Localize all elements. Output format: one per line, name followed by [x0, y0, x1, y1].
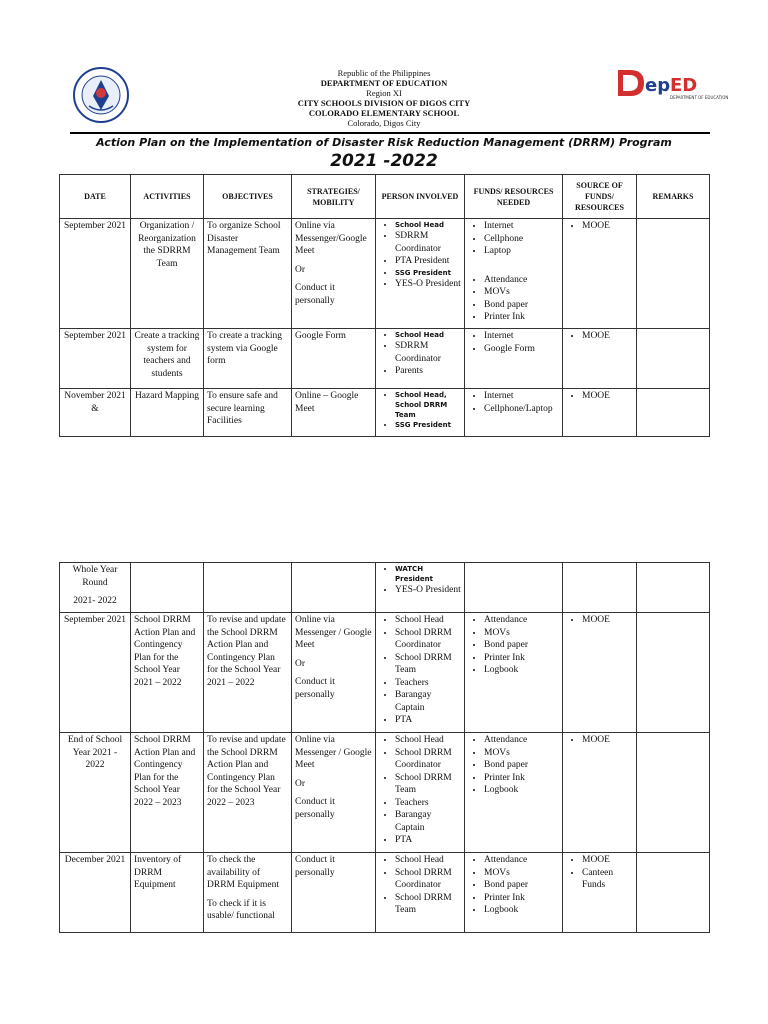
person-item: • Teachers: [395, 677, 461, 690]
source-item: • MOOE: [582, 614, 633, 627]
person-item: • SDRRM Coordinator: [395, 230, 461, 255]
source-cell: [563, 853, 637, 933]
person-item: • School DRRM Coordinator: [395, 867, 461, 892]
strategy-text: Or: [295, 264, 306, 275]
fund-item: • Attendance: [484, 734, 559, 747]
fund-item: • Logbook: [484, 904, 559, 917]
remarks-cell: [637, 329, 710, 389]
svg-text:ED: ED: [670, 75, 698, 96]
date-cell: September 2021: [60, 329, 131, 389]
fund-item: • Logbook: [484, 664, 559, 677]
table-row: [60, 219, 710, 329]
activity-cell: School DRRM Action Plan and Contingency Plan for the School Year 2021 – 2022: [131, 613, 204, 733]
fund-item: • MOVs: [484, 867, 559, 880]
persons-cell: [376, 733, 465, 853]
person-item: • WATCH President: [395, 564, 461, 584]
source-item: • MOOE: [582, 734, 633, 747]
person-item: • PTA President: [395, 255, 461, 268]
date-cell: November 2021 &: [60, 389, 131, 437]
region-line: Region XI: [366, 88, 402, 98]
fund-item: • Printer Ink: [484, 772, 559, 785]
funds-cell: [465, 853, 563, 933]
activity-cell: Hazard Mapping: [131, 389, 204, 437]
date-text: 2021- 2022: [73, 596, 117, 606]
date-cell: December 2021: [60, 853, 131, 933]
persons-cell: [376, 853, 465, 933]
strategy-cell: [292, 853, 376, 933]
remarks-cell: [637, 613, 710, 733]
column-header: REMARKS: [637, 175, 710, 219]
fund-item: • Cellphone/Laptop: [484, 403, 559, 416]
source-cell: [563, 329, 637, 389]
fund-item: • Bond paper: [484, 299, 559, 312]
date-text: Whole Year Round: [72, 565, 118, 588]
objective-text: To check the availability of DRRM Equipment: [207, 855, 280, 890]
source-item: • MOOE: [582, 390, 633, 403]
fund-item: • Attendance: [484, 614, 559, 627]
strategy-text: Online via Messenger / Google Meet: [295, 615, 372, 650]
objective-cell: To organize School Disaster Management Team: [204, 219, 292, 329]
person-item: • YES-O President: [395, 584, 461, 597]
person-item: • SDRRM Coordinator: [395, 340, 461, 365]
column-header: OBJECTIVES: [204, 175, 292, 219]
person-item: • School Head, School DRRM Team: [395, 390, 461, 420]
table-row: [60, 613, 710, 733]
column-header: PERSON INVOLVED: [376, 175, 465, 219]
strategy-text: Google Form: [295, 331, 346, 341]
column-header: ACTIVITIES: [131, 175, 204, 219]
strategy-cell: [292, 733, 376, 853]
activity-cell: Organization / Reorganization the SDRRM Team: [131, 219, 204, 329]
source-cell: [563, 219, 637, 329]
source-item: • MOOE: [582, 220, 633, 233]
date-cell: End of School Year 2021 - 2022: [60, 733, 131, 853]
column-header: SOURCE OF FUNDS/ RESOURCES: [563, 175, 637, 219]
objective-cell: [204, 853, 292, 933]
person-item: • Parents: [395, 365, 461, 378]
fund-item: • MOVs: [484, 627, 559, 640]
document-header: [0, 68, 768, 128]
strategy-cell: [292, 329, 376, 389]
funds-cell: [465, 613, 563, 733]
fund-item: • Internet: [484, 390, 559, 403]
strategy-cell: [292, 219, 376, 329]
funds-cell: [465, 329, 563, 389]
source-cell: [563, 389, 637, 437]
address-line: Colorado, Digos City: [347, 118, 421, 128]
person-item: • School DRRM Coordinator: [395, 747, 461, 772]
strategy-text: Online via Messenger / Google Meet: [295, 735, 372, 770]
fund-item: • Cellphone: [484, 233, 559, 246]
republic-line: Republic of the Philippines: [337, 68, 431, 78]
fund-item: • Logbook: [484, 784, 559, 797]
division-line: CITY SCHOOLS DIVISION OF DIGOS CITY: [297, 98, 471, 108]
strategy-text: Online via Messenger/Google Meet: [295, 221, 367, 256]
objective-text: To check if it is usable/ functional: [207, 898, 275, 921]
table-row: [60, 329, 710, 389]
strategy-text: Conduct it personally: [295, 855, 335, 878]
persons-cell: [376, 613, 465, 733]
person-item: • School Head: [395, 330, 461, 340]
fund-item: • MOVs: [484, 747, 559, 760]
person-item: • PTA: [395, 834, 461, 847]
column-header: DATE: [60, 175, 131, 219]
strategy-text: Conduct it personally: [295, 677, 335, 700]
action-plan-table-part-2: [59, 562, 710, 933]
remarks-cell: [637, 219, 710, 329]
fund-item: • Internet: [484, 330, 559, 343]
fund-item: • Printer Ink: [484, 311, 559, 324]
source-item: • MOOE: [582, 330, 633, 343]
svg-text:ep: ep: [645, 75, 671, 96]
person-item: • Barangay Captain: [395, 809, 461, 834]
person-item: • School DRRM Team: [395, 652, 461, 677]
person-item: • Barangay Captain: [395, 689, 461, 714]
fund-item: • Internet: [484, 220, 559, 233]
school-line: COLORADO ELEMENTARY SCHOOL: [308, 108, 460, 118]
remarks-cell: [637, 563, 710, 613]
funds-cell: [465, 563, 563, 613]
source-item: • MOOE: [582, 854, 633, 867]
funds-cell: [465, 219, 563, 329]
person-item: • School DRRM Team: [395, 892, 461, 917]
remarks-cell: [637, 853, 710, 933]
strategy-text: Conduct it personally: [295, 283, 335, 306]
person-item: • School Head: [395, 220, 461, 230]
fund-item: • Printer Ink: [484, 652, 559, 665]
activity-cell: [131, 563, 204, 613]
person-item: • SSG President: [395, 268, 461, 278]
fund-item: • Bond paper: [484, 879, 559, 892]
document-year: 2021 -2022: [330, 151, 438, 171]
table-row: [60, 733, 710, 853]
strategy-text: Or: [295, 658, 306, 669]
objective-cell: To revise and update the School DRRM Action Plan and Contingency Plan for the School Year 2021 – 2022: [204, 613, 292, 733]
objective-cell: To revise and update the School DRRM Action Plan and Contingency Plan for the School Year 2022 – 2023: [204, 733, 292, 853]
activity-cell: School DRRM Action Plan and Contingency Plan for the School Year 2022 – 2023: [131, 733, 204, 853]
persons-cell: [376, 329, 465, 389]
person-item: • PTA: [395, 714, 461, 727]
objective-cell: To create a tracking system via Google form: [204, 329, 292, 389]
date-cell: September 2021: [60, 219, 131, 329]
action-plan-table-part-1: [59, 174, 710, 437]
source-cell: [563, 613, 637, 733]
source-item: • Canteen Funds: [582, 867, 633, 892]
person-item: • YES-O President: [395, 278, 461, 291]
person-item: • Teachers: [395, 797, 461, 810]
document-title: Action Plan on the Implementation of Disaster Risk Reduction Management (DRRM) Program: [96, 136, 672, 149]
date-cell: September 2021: [60, 613, 131, 733]
fund-item: • Google Form: [484, 343, 559, 356]
person-item: • School Head: [395, 734, 461, 747]
table-row: [60, 389, 710, 437]
strategy-text: Conduct it personally: [295, 797, 335, 820]
strategy-cell: [292, 613, 376, 733]
fund-item: • Laptop: [484, 245, 559, 258]
fund-item: • Attendance: [484, 854, 559, 867]
person-item: • SSG President: [395, 420, 461, 430]
deped-logo-subtitle: DEPARTMENT OF EDUCATION: [670, 95, 729, 100]
persons-cell: [376, 219, 465, 329]
activity-cell: Inventory of DRRM Equipment: [131, 853, 204, 933]
strategy-text: Online – Google Meet: [295, 391, 359, 414]
column-header: FUNDS/ RESOURCES NEEDED: [465, 175, 563, 219]
funds-cell: [465, 733, 563, 853]
remarks-cell: [637, 389, 710, 437]
objective-cell: To ensure safe and secure learning Facilities: [204, 389, 292, 437]
person-item: • School Head: [395, 614, 461, 627]
person-item: • School Head: [395, 854, 461, 867]
remarks-cell: [637, 733, 710, 853]
objective-cell: [204, 563, 292, 613]
persons-cell: [376, 563, 465, 613]
header-divider: [70, 132, 710, 134]
funds-cell: [465, 389, 563, 437]
person-item: • School DRRM Coordinator: [395, 627, 461, 652]
fund-item: • Bond paper: [484, 759, 559, 772]
column-header: STRATEGIES/ MOBILITY: [292, 175, 376, 219]
table-row: [60, 853, 710, 933]
strategy-cell: [292, 389, 376, 437]
date-cell: [60, 563, 131, 613]
source-cell: [563, 733, 637, 853]
table-row: [60, 563, 710, 613]
fund-item: • MOVs: [484, 286, 559, 299]
fund-item: • Bond paper: [484, 639, 559, 652]
fund-item: • Printer Ink: [484, 892, 559, 905]
table-header-row: [60, 175, 710, 219]
activity-cell: Create a tracking system for teachers and students: [131, 329, 204, 389]
persons-cell: [376, 389, 465, 437]
strategy-text: Or: [295, 778, 306, 789]
department-line: DEPARTMENT OF EDUCATION: [320, 78, 448, 88]
person-item: • School DRRM Team: [395, 772, 461, 797]
fund-item: • Attendance: [484, 274, 559, 287]
strategy-cell: [292, 563, 376, 613]
source-cell: [563, 563, 637, 613]
